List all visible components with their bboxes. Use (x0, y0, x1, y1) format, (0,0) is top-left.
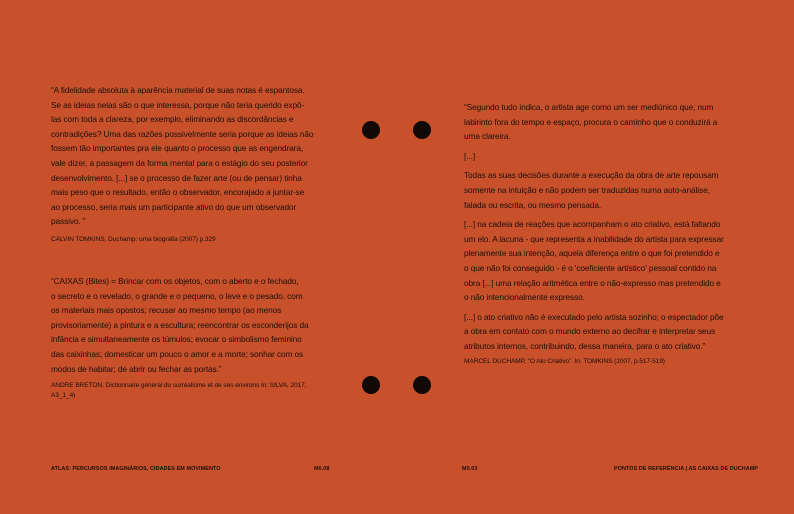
text-line: atributos internos, contribuindo, dessa maneira, para o ato criativo.” (464, 340, 706, 351)
text-line: uma clareira. (464, 131, 511, 142)
text-line: Se as ideias nelas são o que interessa, porque não teria querido expô- (51, 99, 305, 110)
text-line: obra [...] uma relação aritmética entre o não-expresso mas pretendido e (464, 277, 721, 288)
quote-duchamp (464, 100, 724, 366)
quote-duchamp-citation (464, 357, 724, 367)
text-line: o que não foi conseguido - é o 'coeficiente artístico' pessoal contido na (464, 262, 717, 273)
quote-duchamp-p4 (464, 217, 724, 305)
text-line: provisoriamente) a pintura e a escultura; reencontrar os esconderijos da (51, 319, 309, 330)
quote-tomkins-citation (51, 235, 313, 245)
text-line: [...] o ato criativo não é executado pelo artista sozinho; o espectador põe (464, 311, 724, 322)
quote-tomkins-text (51, 83, 313, 229)
text-line: um elo. A lacuna - que representa a inabilidade do artista para expressar (464, 233, 724, 244)
quote-duchamp-p1 (464, 100, 724, 144)
quote-breton-citation (51, 381, 331, 400)
quote-duchamp-p5 (464, 310, 724, 354)
quote-breton-text (51, 274, 331, 376)
text-line: Todas as suas decisões durante a execução da obra de arte repousam (464, 170, 719, 181)
text-line: das caixinhas; domesticar um pouco o amor e a morte; sonhar com os (51, 348, 304, 359)
text-line: fossem tão importantes pra ele quanto o processo que as engendrara, (51, 143, 304, 154)
text-line: “A fidelidade absoluta à aparência material de suas notas é espantosa. (51, 85, 305, 95)
text-line: a obra em contato com o mundo externo ao decifrar e interpretar seus (464, 326, 716, 337)
right-footer-title: PONTOS DE REFERÊNCIA | AS CAIXAS DE DUCHAMP (614, 466, 758, 472)
text-line: modos de habitar; de abrir ou fechar as portas.” (51, 363, 222, 374)
text-line: os materiais mais opostos; recusar ao mesmo tempo (ao menos (51, 305, 282, 316)
binding-hole-top-left (362, 121, 380, 139)
text-line: labirinto fora do tempo e espaço, procura o caminho que o conduzirá a (464, 116, 718, 127)
left-footer-page-code: M0.08 (314, 466, 330, 472)
left-footer-title: ATLAS: PERCURSOS IMAGINÁRIOS, CIDADES EM MOVIMENTO (51, 466, 221, 472)
text-line: somente na intuição e não podem ser traduzidas numa auto-análise, (464, 184, 710, 195)
text-line: MARCEL DUCHAMP, “O Ato Criativo”. In: TOMKINS (2007, p.517-519) (464, 357, 665, 365)
text-line: “CAIXAS (Bites) = Brincar com os objetos, com o aberto e o fechado, (51, 276, 299, 286)
text-line: plenamente sua intenção, aquela diferença entre o que foi pretendido e (464, 248, 720, 259)
text-line: CALVIN TOMKINS, Duchamp: uma biografia (2007) p.329 (51, 235, 216, 243)
right-footer-page-code: M0.03 (462, 466, 478, 472)
quote-duchamp-p3 (464, 168, 724, 212)
quote-duchamp-p2 (464, 149, 724, 164)
text-line: “Segundo tudo indica, o artista age como um ser mediúnico que, num (464, 102, 714, 112)
text-line: las com toda a clareza, por exemplo, eliminando as discordâncias e (51, 114, 294, 125)
binding-hole-bottom-left (362, 376, 380, 394)
text-line: A3_1_4) (51, 391, 76, 399)
text-line: infância e simultaneamente os túmulos; evocar o simbolismo feminino (51, 334, 302, 345)
text-line: ANDRE BRETON, Dictionnaire général du surréalisme et de ses environs In: SILVA, 2017, (51, 382, 307, 390)
text-line: contradições? Uma das razões possivelmente seria porque as ideias não (51, 128, 314, 139)
quote-breton (51, 274, 331, 400)
right-page (397, 0, 794, 514)
text-line: passivo. ” (51, 216, 86, 227)
text-line: mais peso que o resultado, então o observador, encorajado a juntar-se (51, 187, 305, 198)
text-line: ao processo, seria mais um participante ativo do que um observador (51, 201, 297, 212)
quote-tomkins (51, 83, 313, 244)
text-line: falada ou escrita, ou mesmo pensada. (464, 199, 602, 210)
text-line: desenvolvimento. [...] se o processo de fazer arte (ou de pensar) tinha (51, 172, 302, 183)
text-line: [...] (464, 150, 476, 161)
text-line: vale dizer, a passagem da forma mental para o estágio do seu posterior (51, 157, 308, 168)
text-line: o não intencionalmente expresso. (464, 292, 585, 303)
text-line: o secreto e o revelado, o grande e o pequeno, o leve e o pesado, com (51, 290, 303, 301)
text-line: [...] na cadeia de reações que acompanham o ato criativo, está faltando (464, 219, 721, 230)
